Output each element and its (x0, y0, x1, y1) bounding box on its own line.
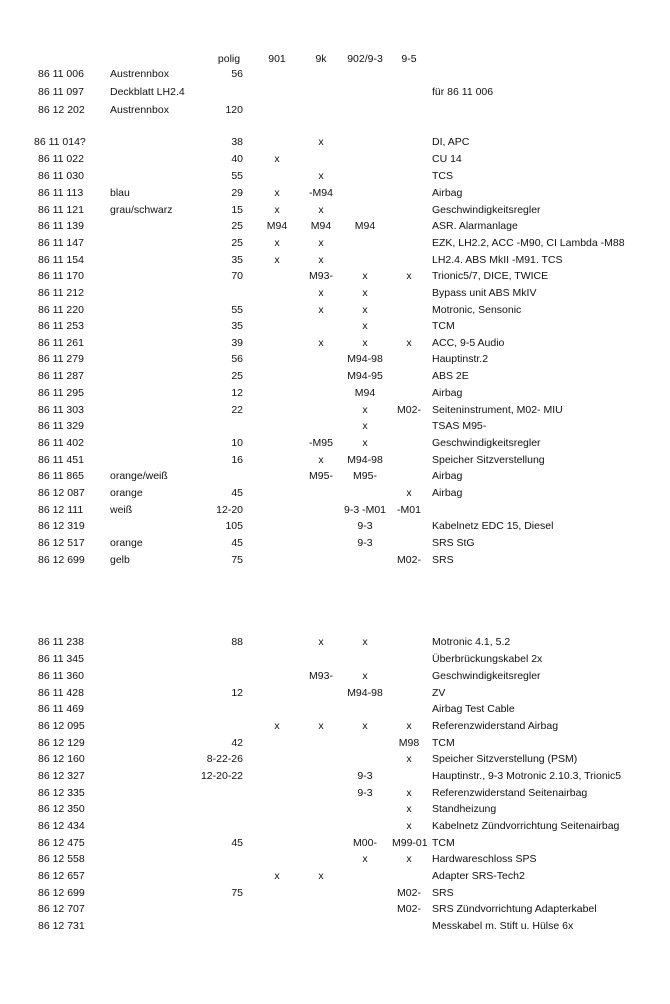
cell-part: 86 11 279 (38, 353, 84, 365)
table-row (0, 751, 670, 767)
cell-desc: Austrennbox (110, 68, 169, 80)
cell-polig: 45 (231, 537, 243, 549)
cell-note: Motronic 4.1, 5.2 (432, 636, 511, 648)
cell-part: 86 11 469 (38, 703, 84, 715)
cell-note: Motronic, Sensonic (432, 304, 522, 316)
cell-c9k: M94 (310, 220, 332, 232)
table-row (0, 485, 670, 501)
cell-note: SRS (432, 554, 454, 566)
table-row (0, 302, 670, 318)
table-row (0, 685, 670, 701)
table-row (0, 402, 670, 418)
cell-c9k: x (318, 870, 324, 882)
cell-c902: x (362, 636, 368, 648)
cell-note: für 86 11 006 (432, 86, 494, 98)
cell-polig: 70 (231, 270, 243, 282)
table-row (0, 185, 670, 201)
cell-c9k: x (318, 170, 324, 182)
table-row (0, 151, 670, 167)
cell-part: 86 11 097 (38, 86, 84, 98)
table-row (0, 735, 670, 751)
table-row (0, 268, 670, 284)
cell-polig: 45 (231, 837, 243, 849)
cell-part: 86 12 475 (38, 837, 85, 849)
cell-note: CU 14 (432, 153, 462, 165)
table-row (0, 785, 670, 801)
cell-note: TCM (432, 737, 455, 749)
cell-c9k: x (318, 454, 324, 466)
cell-polig: 15 (231, 204, 243, 216)
header-901: 901 (268, 53, 286, 65)
cell-note: Airbag (432, 487, 463, 499)
cell-note: TCM (432, 320, 455, 332)
cell-note: Airbag (432, 187, 463, 199)
cell-c9k: x (318, 136, 324, 148)
cell-part: 86 11 220 (38, 304, 84, 316)
cell-c902: M95- (353, 470, 377, 482)
cell-part: 86 12 327 (38, 770, 85, 782)
cell-polig: 29 (231, 187, 243, 199)
table-row (0, 552, 670, 568)
cell-c9k: M95- (309, 470, 333, 482)
table-row (0, 134, 670, 150)
cell-note: Hauptinstr., 9-3 Motronic 2.10.3, Trionic5 (432, 770, 622, 782)
cell-polig: 25 (231, 237, 243, 249)
header-902-9-3: 902/9-3 (347, 53, 383, 65)
cell-polig: 56 (231, 353, 243, 365)
table-row (0, 84, 670, 100)
cell-part: 86 11 022 (38, 153, 84, 165)
cell-note: TCM (432, 837, 455, 849)
cell-c95: x (406, 787, 412, 799)
table-row (0, 701, 670, 717)
cell-polig: 25 (231, 370, 243, 382)
cell-c9k: -M94 (309, 187, 333, 199)
cell-note: SRS StG (432, 537, 475, 549)
cell-c902: M94 (354, 220, 376, 232)
cell-c902: x (362, 304, 368, 316)
cell-note: Hardwareschloss SPS (432, 853, 537, 865)
cell-c9k: x (318, 237, 324, 249)
cell-part: 86 11 303 (38, 404, 84, 416)
cell-c9k: x (318, 636, 324, 648)
table-row (0, 801, 670, 817)
cell-note: ACC, 9-5 Audio (432, 337, 505, 349)
cell-polig: 40 (231, 153, 243, 165)
cell-c95: x (406, 753, 412, 765)
cell-c902: M94-98 (347, 353, 383, 365)
table-row (0, 901, 670, 917)
table-row (0, 202, 670, 218)
header-polig: polig (217, 53, 241, 65)
cell-note: Messkabel m. Stift u. Hülse 6x (432, 920, 574, 932)
cell-c95: x (406, 337, 412, 349)
cell-c902: x (362, 420, 368, 432)
cell-c9k: x (318, 337, 324, 349)
cell-polig: 16 (231, 454, 243, 466)
cell-note: EZK, LH2.2, ACC -M90, CI Lambda -M88 (432, 237, 625, 249)
cell-note: Airbag (432, 470, 463, 482)
cell-part: 86 12 699 (38, 887, 85, 899)
cell-polig: 10 (231, 437, 243, 449)
cell-c9k: M93- (309, 270, 333, 282)
header-row (0, 51, 670, 67)
table-row (0, 368, 670, 384)
table-row (0, 452, 670, 468)
cell-polig: 105 (225, 520, 243, 532)
cell-c95: M99-01 (392, 837, 428, 849)
cell-part: 86 12 558 (38, 853, 85, 865)
cell-note: TSAS M95- (432, 420, 487, 432)
cell-note: SRS (432, 887, 454, 899)
cell-part: 86 12 657 (38, 870, 85, 882)
cell-note: Kabelnetz Zündvorrichtung Seitenairbag (432, 820, 620, 832)
header-9k: 9k (315, 53, 327, 65)
cell-c902: M94-98 (347, 454, 383, 466)
cell-note: TCS (432, 170, 453, 182)
table-row (0, 102, 670, 118)
cell-c902: x (362, 270, 368, 282)
cell-part: 86 12 699 (38, 554, 85, 566)
cell-c95: M02- (397, 554, 421, 566)
cell-c902: 9-3 -M01 (343, 504, 386, 516)
cell-c9k: x (318, 204, 324, 216)
cell-c902: 9-3 (357, 520, 373, 532)
cell-c901: x (274, 237, 280, 249)
table-row (0, 668, 670, 684)
header-9-5: 9-5 (401, 53, 417, 65)
cell-polig: 38 (231, 136, 243, 148)
cell-part: 86 11 147 (38, 237, 84, 249)
cell-c95: M02- (397, 887, 421, 899)
cell-part: 86 11 295 (38, 387, 84, 399)
cell-note: Adapter SRS-Tech2 (432, 870, 525, 882)
cell-c902: M94-98 (347, 687, 383, 699)
cell-c901: x (274, 254, 280, 266)
cell-c9k: x (318, 304, 324, 316)
cell-note: Trionic5/7, DICE, TWICE (432, 270, 549, 282)
cell-part: 86 11 865 (38, 470, 84, 482)
cell-desc: grau/schwarz (110, 204, 173, 216)
table-row (0, 518, 670, 534)
cell-c95: M98 (398, 737, 420, 749)
cell-polig: 42 (231, 737, 243, 749)
cell-part: 86 12 335 (38, 787, 85, 799)
cell-part: 86 11 261 (38, 337, 84, 349)
cell-polig: 35 (231, 320, 243, 332)
cell-part: 86 11 014? (34, 136, 86, 148)
cell-c902: 9-3 (357, 787, 373, 799)
cell-c95: -M01 (397, 504, 421, 516)
cell-c9k: x (318, 287, 324, 299)
cell-c902: x (362, 437, 368, 449)
cell-part: 86 11 345 (38, 653, 84, 665)
cell-part: 86 11 238 (38, 636, 84, 648)
cell-part: 86 11 154 (38, 254, 84, 266)
cell-c95: M02- (397, 404, 421, 416)
cell-note: Seiteninstrument, M02- MIU (432, 404, 563, 416)
table-row (0, 318, 670, 334)
cell-part: 86 12 095 (38, 720, 85, 732)
cell-part: 86 12 111 (38, 504, 84, 516)
cell-polig: 12-20-22 (200, 770, 243, 782)
cell-polig: 55 (231, 170, 243, 182)
cell-note: Kabelnetz EDC 15, Diesel (432, 520, 554, 532)
table-row (0, 885, 670, 901)
cell-polig: 45 (231, 487, 243, 499)
table-row (0, 168, 670, 184)
cell-note: Geschwindigkeitsregler (432, 437, 541, 449)
cell-part: 86 12 434 (38, 820, 85, 832)
cell-polig: 12-20 (216, 504, 243, 516)
cell-note: SRS Zündvorrichtung Adapterkabel (432, 903, 597, 915)
cell-c95: x (406, 803, 412, 815)
cell-part: 86 11 253 (38, 320, 84, 332)
cell-c95: x (406, 720, 412, 732)
cell-c902: x (362, 853, 368, 865)
cell-part: 86 11 451 (38, 454, 84, 466)
cell-polig: 55 (231, 304, 243, 316)
table-row (0, 66, 670, 82)
cell-part: 86 11 428 (38, 687, 84, 699)
cell-polig: 35 (231, 254, 243, 266)
cell-polig: 22 (231, 404, 243, 416)
cell-polig: 12 (231, 687, 243, 699)
table-row (0, 418, 670, 434)
cell-polig: 120 (225, 104, 243, 116)
cell-polig: 75 (231, 887, 243, 899)
cell-c901: x (274, 870, 280, 882)
cell-desc: Deckblatt LH2.4 (110, 86, 185, 98)
cell-desc: orange (110, 537, 143, 549)
cell-c902: x (362, 720, 368, 732)
cell-desc: Austrennbox (110, 104, 169, 116)
cell-c9k: -M95 (309, 437, 333, 449)
table-row (0, 651, 670, 667)
cell-part: 86 12 350 (38, 803, 85, 815)
table-row (0, 818, 670, 834)
cell-part: 86 12 160 (38, 753, 85, 765)
cell-c902: M94-95 (347, 370, 383, 382)
cell-polig: 12 (231, 387, 243, 399)
cell-part: 86 11 329 (38, 420, 84, 432)
cell-note: Speicher Sitzverstellung (PSM) (432, 753, 578, 765)
cell-note: Referenzwiderstand Airbag (432, 720, 559, 732)
table-row (0, 218, 670, 234)
cell-desc: orange (110, 487, 143, 499)
cell-c902: x (362, 404, 368, 416)
table-row (0, 285, 670, 301)
cell-note: Airbag Test Cable (432, 703, 515, 715)
cell-part: 86 11 212 (38, 287, 84, 299)
cell-note: Geschwindigkeitsregler (432, 204, 541, 216)
cell-note: Bypass unit ABS MkIV (432, 287, 537, 299)
table-row (0, 918, 670, 934)
cell-note: Überbrückungskabel 2x (432, 653, 543, 665)
cell-part: 86 12 517 (38, 537, 85, 549)
cell-c901: x (274, 153, 280, 165)
cell-part: 86 11 113 (38, 187, 84, 199)
cell-note: ZV (432, 687, 446, 699)
cell-c902: 9-3 (357, 537, 373, 549)
cell-c95: x (406, 853, 412, 865)
table-row (0, 235, 670, 251)
cell-desc: blau (110, 187, 130, 199)
cell-part: 86 11 360 (38, 670, 84, 682)
cell-c9k: x (318, 720, 324, 732)
table-row (0, 252, 670, 268)
cell-c902: x (362, 337, 368, 349)
cell-part: 86 11 121 (38, 204, 84, 216)
table-row (0, 335, 670, 351)
cell-part: 86 11 139 (38, 220, 84, 232)
cell-polig: 8-22-26 (206, 753, 243, 765)
table-row (0, 502, 670, 518)
cell-c902: M00- (353, 837, 377, 849)
cell-c901: x (274, 204, 280, 216)
cell-c9k: M93- (309, 670, 333, 682)
cell-note: Hauptinstr.2 (432, 353, 489, 365)
table-row (0, 768, 670, 784)
cell-c902: x (362, 320, 368, 332)
cell-part: 86 12 707 (38, 903, 85, 915)
table-row (0, 634, 670, 650)
cell-part: 86 11 170 (38, 270, 84, 282)
cell-c901: x (274, 720, 280, 732)
cell-c95: M02- (397, 903, 421, 915)
table-row (0, 851, 670, 867)
cell-part: 86 11 030 (38, 170, 84, 182)
cell-note: Airbag (432, 387, 463, 399)
cell-c902: x (362, 670, 368, 682)
cell-part: 86 12 731 (38, 920, 85, 932)
cell-c902: 9-3 (357, 770, 373, 782)
table-row (0, 718, 670, 734)
table-row (0, 351, 670, 367)
cell-c902: M94 (354, 387, 376, 399)
cell-part: 86 12 129 (38, 737, 85, 749)
table-row (0, 468, 670, 484)
table-row (0, 535, 670, 551)
cell-note: Geschwindigkeitsregler (432, 670, 541, 682)
table-row (0, 868, 670, 884)
cell-polig: 56 (231, 68, 243, 80)
cell-c95: x (406, 820, 412, 832)
cell-desc: weiß (110, 504, 133, 516)
cell-c901: x (274, 187, 280, 199)
cell-polig: 75 (231, 554, 243, 566)
cell-c901: M94 (266, 220, 288, 232)
cell-part: 86 12 087 (38, 487, 85, 499)
cell-note: LH2.4. ABS MkII -M91. TCS (432, 254, 563, 266)
cell-part: 86 11 402 (38, 437, 84, 449)
cell-c95: x (406, 487, 412, 499)
cell-polig: 39 (231, 337, 243, 349)
cell-part: 86 11 287 (38, 370, 84, 382)
cell-c9k: x (318, 254, 324, 266)
cell-desc: gelb (110, 554, 130, 566)
cell-part: 86 11 006 (38, 68, 84, 80)
cell-note: Speicher Sitzverstellung (432, 454, 545, 466)
cell-desc: orange/weiß (110, 470, 168, 482)
cell-part: 86 12 319 (38, 520, 85, 532)
cell-polig: 88 (231, 636, 243, 648)
table-row (0, 835, 670, 851)
cell-note: ABS 2E (432, 370, 469, 382)
cell-polig: 25 (231, 220, 243, 232)
cell-c95: x (406, 270, 412, 282)
table-row (0, 435, 670, 451)
cell-c902: x (362, 287, 368, 299)
cell-note: Referenzwiderstand Seitenairbag (432, 787, 588, 799)
cell-note: ASR. Alarmanlage (432, 220, 518, 232)
cell-note: DI, APC (432, 136, 470, 148)
cell-part: 86 12 202 (38, 104, 85, 116)
cell-note: Standheizung (432, 803, 497, 815)
table-row (0, 385, 670, 401)
